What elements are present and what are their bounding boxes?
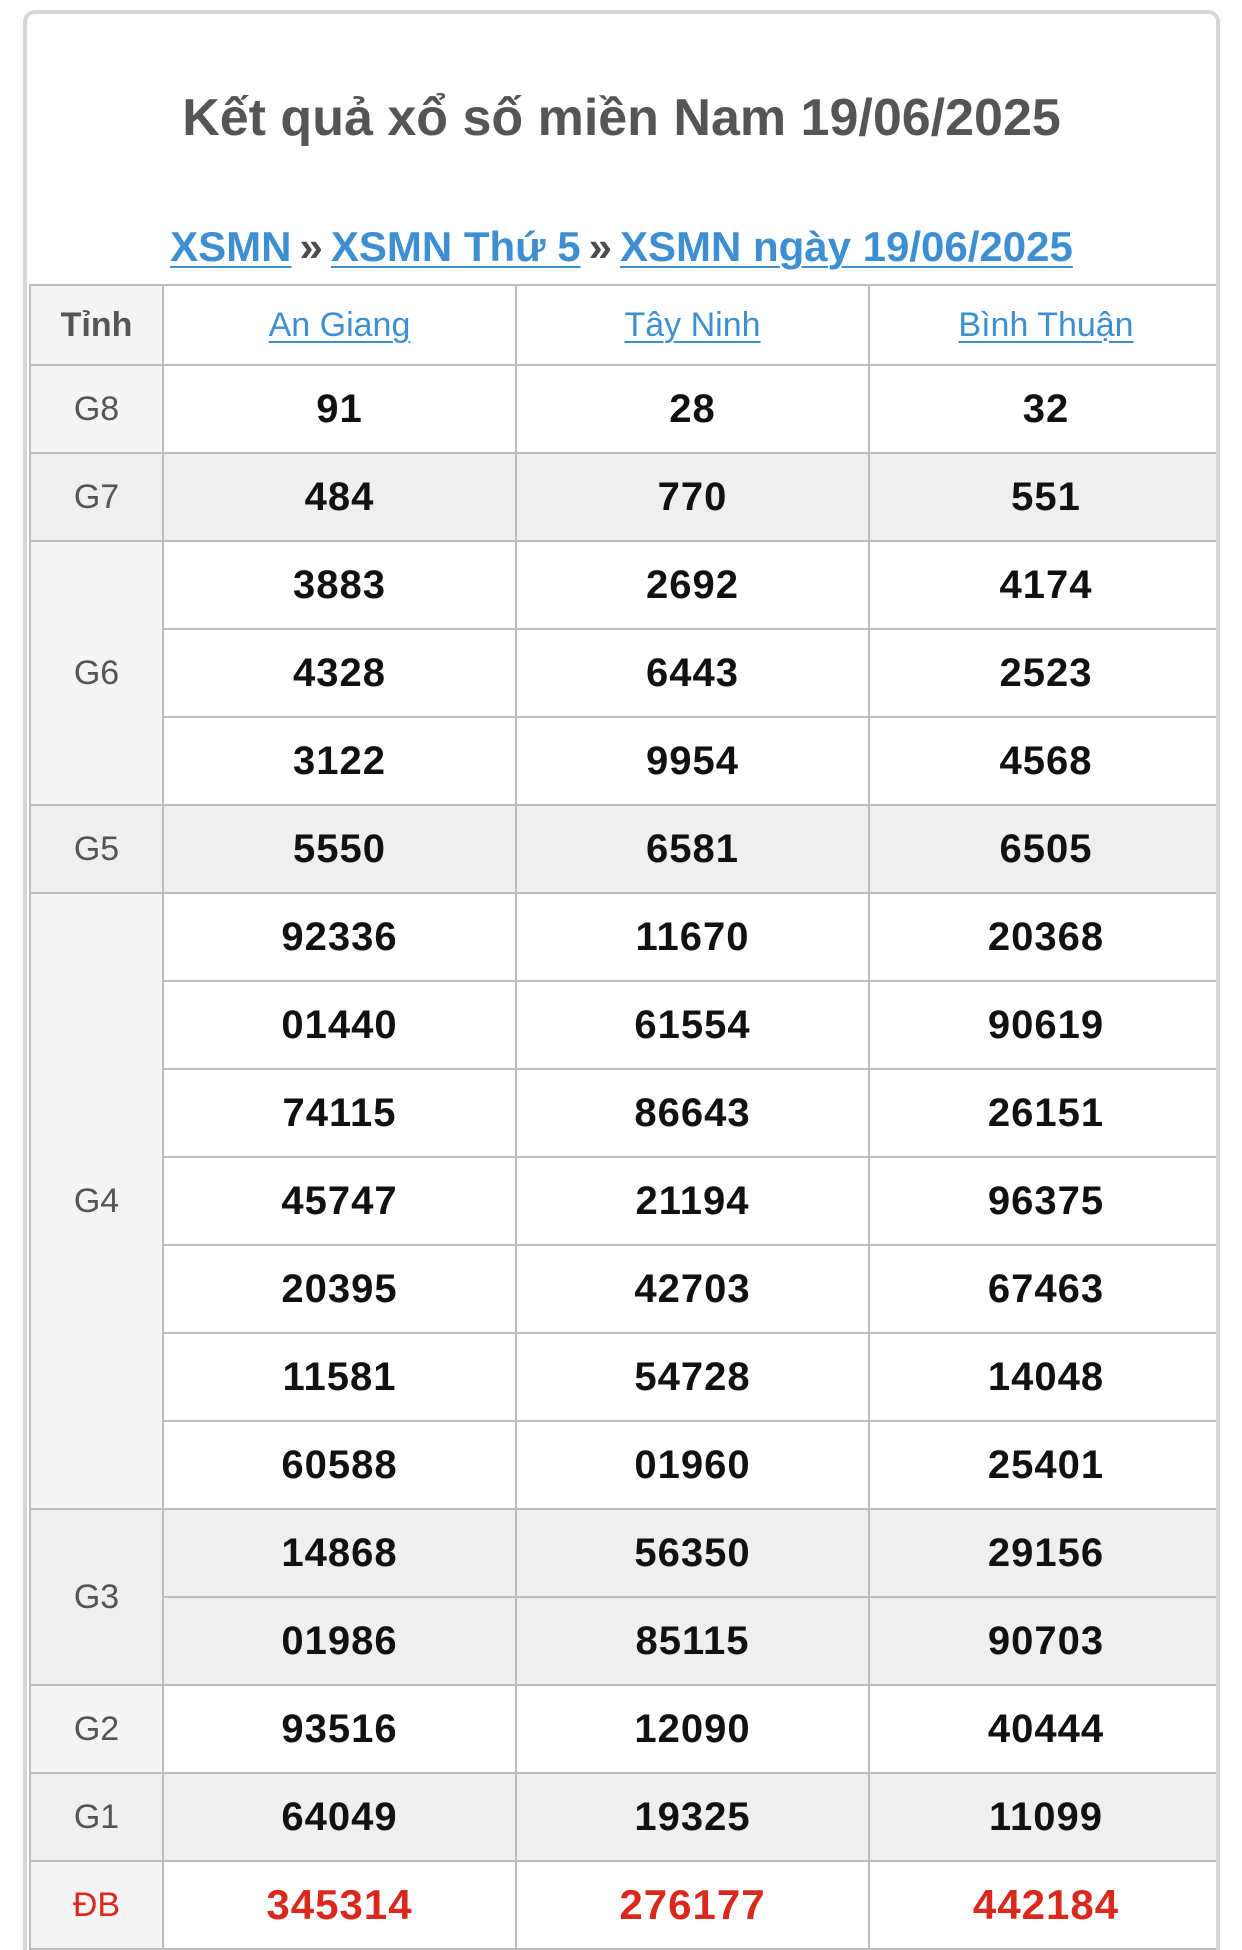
- result-number: 64049: [163, 1773, 516, 1861]
- result-number: 90703: [869, 1597, 1220, 1685]
- prize-label-g3: G3: [30, 1509, 163, 1685]
- breadcrumb-xsmn-thu5-link[interactable]: XSMN Thứ 5: [330, 223, 581, 270]
- prize-row-g1: [30, 1773, 1220, 1861]
- breadcrumb-xsmn-date-link[interactable]: XSMN ngày 19/06/2025: [619, 223, 1073, 270]
- result-number: 61554: [516, 981, 869, 1069]
- prize-row-g6: [30, 629, 1220, 717]
- result-number: 29156: [869, 1509, 1220, 1597]
- result-number: 96375: [869, 1157, 1220, 1245]
- result-number: 4328: [163, 629, 516, 717]
- province-header-binh-thuan: [869, 285, 1220, 365]
- result-number: 19325: [516, 1773, 869, 1861]
- province-column-header: Tỉnh: [30, 285, 163, 365]
- breadcrumb: [27, 223, 1216, 270]
- result-number: 9954: [516, 717, 869, 805]
- special-result-number: 442184: [869, 1861, 1220, 1949]
- lottery-results-table: [29, 284, 1220, 1950]
- prize-row-g4: [30, 1157, 1220, 1245]
- prize-row-g4: [30, 1245, 1220, 1333]
- result-number: 85115: [516, 1597, 869, 1685]
- prize-row-g4: [30, 1333, 1220, 1421]
- result-number: 56350: [516, 1509, 869, 1597]
- result-number: 4174: [869, 541, 1220, 629]
- result-number: 551: [869, 453, 1220, 541]
- prize-label-g8: G8: [30, 365, 163, 453]
- breadcrumb-separator: »: [588, 223, 612, 270]
- prize-row-g6: [30, 541, 1220, 629]
- result-number: 01440: [163, 981, 516, 1069]
- prize-row-g3: [30, 1597, 1220, 1685]
- result-number: 54728: [516, 1333, 869, 1421]
- prize-row-special: [30, 1861, 1220, 1949]
- result-number: 20368: [869, 893, 1220, 981]
- result-number: 5550: [163, 805, 516, 893]
- result-number: 42703: [516, 1245, 869, 1333]
- breadcrumb-xsmn-link[interactable]: XSMN: [170, 223, 292, 270]
- result-number: 93516: [163, 1685, 516, 1773]
- result-number: 11099: [869, 1773, 1220, 1861]
- result-number: 11581: [163, 1333, 516, 1421]
- prize-row-g8: [30, 365, 1220, 453]
- prize-row-g4: [30, 1069, 1220, 1157]
- special-result-number: 345314: [163, 1861, 516, 1949]
- result-number: 26151: [869, 1069, 1220, 1157]
- result-number: 14048: [869, 1333, 1220, 1421]
- prize-row-g4: [30, 1421, 1220, 1509]
- result-number: 86643: [516, 1069, 869, 1157]
- result-number: 6443: [516, 629, 869, 717]
- breadcrumb-separator: »: [299, 223, 323, 270]
- result-number: 770: [516, 453, 869, 541]
- prize-label-g1: G1: [30, 1773, 163, 1861]
- result-number: 28: [516, 365, 869, 453]
- table-header-row: [30, 285, 1220, 365]
- province-link-tay-ninh[interactable]: Tây Ninh: [624, 305, 761, 344]
- result-number: 6581: [516, 805, 869, 893]
- result-number: 25401: [869, 1421, 1220, 1509]
- result-number: 20395: [163, 1245, 516, 1333]
- prize-row-g4: [30, 893, 1220, 981]
- prize-row-g4: [30, 981, 1220, 1069]
- prize-label-g5: G5: [30, 805, 163, 893]
- result-number: 60588: [163, 1421, 516, 1509]
- result-number: 4568: [869, 717, 1220, 805]
- result-number: 2692: [516, 541, 869, 629]
- prize-label-g2: G2: [30, 1685, 163, 1773]
- province-header-an-giang: [163, 285, 516, 365]
- result-number: 3883: [163, 541, 516, 629]
- result-number: 32: [869, 365, 1220, 453]
- page-title: Kết quả xổ số miền Nam 19/06/2025: [182, 89, 1061, 147]
- result-number: 40444: [869, 1685, 1220, 1773]
- result-number: 2523: [869, 629, 1220, 717]
- result-number: 91: [163, 365, 516, 453]
- result-number: 6505: [869, 805, 1220, 893]
- result-number: 74115: [163, 1069, 516, 1157]
- prize-row-g7: [30, 453, 1220, 541]
- prize-row-g5: [30, 805, 1220, 893]
- result-number: 12090: [516, 1685, 869, 1773]
- result-number: 3122: [163, 717, 516, 805]
- result-number: 01986: [163, 1597, 516, 1685]
- prize-label-g4: G4: [30, 893, 163, 1509]
- result-number: 21194: [516, 1157, 869, 1245]
- prize-label-special: ĐB: [30, 1861, 163, 1949]
- results-card: [23, 10, 1220, 1950]
- result-number: 484: [163, 453, 516, 541]
- prize-row-g3: [30, 1509, 1220, 1597]
- province-link-binh-thuan[interactable]: Bình Thuận: [958, 305, 1134, 344]
- prize-label-g6: G6: [30, 541, 163, 805]
- province-header-tay-ninh: [516, 285, 869, 365]
- special-result-number: 276177: [516, 1861, 869, 1949]
- result-number: 01960: [516, 1421, 869, 1509]
- prize-row-g2: [30, 1685, 1220, 1773]
- prize-row-g6: [30, 717, 1220, 805]
- result-number: 45747: [163, 1157, 516, 1245]
- result-number: 92336: [163, 893, 516, 981]
- result-number: 90619: [869, 981, 1220, 1069]
- result-number: 67463: [869, 1245, 1220, 1333]
- result-number: 14868: [163, 1509, 516, 1597]
- province-link-an-giang[interactable]: An Giang: [268, 305, 411, 344]
- prize-label-g7: G7: [30, 453, 163, 541]
- result-number: 11670: [516, 893, 869, 981]
